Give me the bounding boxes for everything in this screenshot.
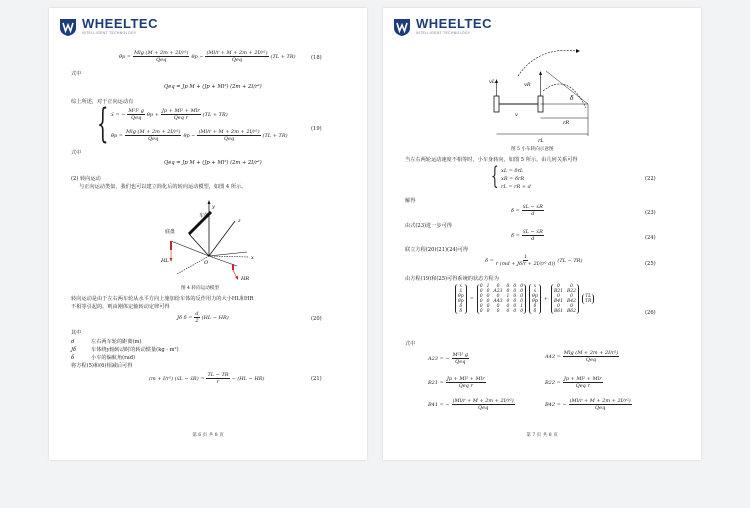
text-qizhong: 其中 [71, 330, 82, 336]
a-matrix-cell: 0 [486, 304, 490, 309]
a-matrix-cell: 0 [479, 284, 483, 289]
equation-number-23: (23) [645, 210, 656, 216]
a-matrix-cell: 0 [506, 284, 510, 289]
b-matrix-cell: B62 [567, 309, 577, 314]
equation-number-19: (19) [311, 126, 322, 132]
text-shizhong-2: 式中 [71, 150, 82, 156]
a-matrix-cell: 0 [520, 309, 524, 314]
page-footer: 第 7 页 共 8 页 [526, 433, 558, 438]
state-cell: ẋ [533, 289, 537, 294]
state-cell: θp [532, 294, 538, 299]
text-paragraph-3: 将方程(5)和(6)相减后可得 [71, 363, 133, 369]
eq22-line-2: xR = δrR [501, 176, 525, 182]
b-matrix-cell: B61 [553, 309, 563, 314]
svg-text:x: x [251, 255, 254, 261]
equation-23: δ̇ = $\frac{\text{ẋL − ẋR}}{d}$ [511, 204, 543, 217]
fig4-label-body: 车体 [199, 213, 210, 219]
equation-number-20: (20) [311, 316, 322, 322]
a-matrix-cell: 0 [496, 294, 500, 299]
a-matrix-cell: 0 [506, 289, 510, 294]
brand-tagline: INTELLIGENT TECHNOLOGY [82, 31, 137, 35]
a-matrix-cell: 0 [479, 304, 483, 309]
state-cell: δ̇ [533, 309, 537, 314]
state-derivative-cell: ẍ [459, 289, 463, 294]
coef-b42: B42 = − $\frac{\text{(Ml/r + M + 2m + 2I/r²)}}{\text{Qeq}}$ [545, 398, 631, 411]
equation-number-25: (25) [645, 261, 656, 267]
equation-number-18: (18) [311, 55, 322, 61]
a-matrix-cell: 0 [513, 289, 517, 294]
state-derivative-cell: δ̇ [459, 304, 463, 309]
equation-number-24: (24) [645, 235, 656, 241]
a-matrix-cell: 0 [520, 299, 524, 304]
figure-5-caption: 图 5 小车转向示意图 [511, 147, 554, 152]
brand-name: WHEELTEC [82, 16, 158, 31]
eq22-brace: { [491, 162, 499, 190]
state-derivative-cell: θ̇p [458, 294, 464, 299]
text-paragraph-3: 联立方程(20)(21)(24)可得 [405, 247, 469, 253]
equation-20: Jδ δ̈ = $\frac{d}{2}$ (HL − HR) [177, 311, 229, 324]
a-matrix-cell: 0 [506, 304, 510, 309]
b-matrix-cell: B21 [553, 289, 563, 294]
coef-b21: B21 = $\frac{\text{Jp + Ml² + Mlr}}{\text{Qeq r}}$ [428, 376, 485, 389]
figure-4-caption: 图 4 转向运动模型 [181, 286, 220, 291]
svg-text:rR: rR [563, 120, 570, 126]
svg-text:HL: HL [161, 258, 169, 264]
input-vector [582, 294, 594, 304]
a-matrix-cell: 0 [513, 299, 517, 304]
a-matrix-cell: 0 [506, 299, 510, 304]
equation-number-22: (22) [645, 176, 656, 182]
coef-b41: B41 = − $\frac{\text{(Ml/r + M + 2m + 2I/r²)}}{\text{Qeq}}$ [428, 398, 514, 411]
text-jiede: 解得 [405, 198, 416, 204]
coef-a23: A23 = − $\frac{\text{M²l² g}}{\text{Qeq}}$ [428, 352, 469, 365]
a-matrix-cell: 0 [513, 304, 517, 309]
a-matrix-cell: 1 [506, 294, 510, 299]
def-symbol-delta: δ [71, 355, 75, 361]
wheeltec-logo [58, 17, 158, 37]
coef-a43: A43 = $\frac{\text{Mlg (M + 2m + 2I/r²)}}{\text{Qeq}}$ [545, 350, 619, 363]
text-steering-intro: 与正向运动类似，我们也可以建立简化后的转向运动模型，如图 4 所示。 [79, 184, 247, 190]
a-matrix-cell: 0 [520, 294, 524, 299]
z-axis [209, 221, 235, 256]
a-matrix-cell: 0 [486, 289, 490, 294]
equation-26: ẋ ẍ θ̇p θ̈p δ̇ δ̈ = 0 1 0 0 0 0 0 0 A23 0 0 0 0 0 0 1 0 0 0 0 A43 0 0 0 0 0 0 0 0 1 0 0 0 0 0 0 x ẋ θp θ̇p δ δ̇ + 0 0 B21 B22 0 0 B41 B42 0 0 B61 B62 TL TR [455, 284, 594, 314]
eq19-brace: { [97, 101, 109, 147]
a-matrix-cell: 0 [496, 309, 500, 314]
a-matrix-cell: A23 [493, 289, 503, 294]
text-shizhong: 式中 [405, 341, 416, 347]
input-cell: TL [585, 294, 592, 299]
input-cell: TR [585, 299, 592, 304]
a-matrix-cell: 0 [486, 294, 490, 299]
text-paragraph-4: 由方程(19)和(25)可得系统的状态方程为 [405, 276, 499, 282]
b-matrix [551, 284, 579, 314]
svg-text:O: O [204, 260, 209, 266]
a-matrix-cell: 0 [506, 309, 510, 314]
text-paragraph-1: 当左右两轮运动速度不相等时，小车身转向，如图 5 所示，由几何关系可得 [405, 157, 578, 163]
svg-text:δ: δ [570, 95, 574, 102]
a-matrix-cell: 0 [496, 304, 500, 309]
svg-text:z: z [238, 218, 241, 224]
def-desc-delta: 小车的偏航角(rad) [91, 355, 136, 361]
a-matrix-cell: 0 [479, 309, 483, 314]
document-page-6 [49, 8, 367, 460]
a-matrix-cell: 0 [520, 289, 524, 294]
section-heading-steering: (2) 转向运动 [71, 176, 101, 182]
a-matrix-cell: A43 [493, 299, 503, 304]
brand-tagline: INTELLIGENT TECHNOLOGY [416, 31, 471, 35]
a-matrix-cell: 0 [513, 284, 517, 289]
a-matrix-cell: 0 [520, 284, 524, 289]
b-matrix-cell: 0 [557, 294, 560, 299]
a-matrix-cell: 0 [479, 289, 483, 294]
state-cell: θ̇p [532, 299, 538, 304]
wheeltec-shield-icon [58, 17, 78, 37]
page-footer: 第 6 页 共 8 页 [192, 433, 224, 438]
a-matrix [477, 284, 526, 314]
a-matrix-cell: 0 [496, 284, 500, 289]
a-matrix-cell: 0 [479, 294, 483, 299]
brand-name: WHEELTEC [416, 16, 492, 31]
qeq-definition: Qeq = Jp M + (Jp + Ml²) (2m + 2I/r²) [164, 84, 262, 90]
b-matrix-cell: B42 [567, 299, 577, 304]
figure-5-steering-diagram [488, 46, 598, 144]
equation-19b: θ̈p = $\frac{\text{Mlg (M + 2m + 2I/r²)}}{\text{Qeq}}$ θp − $\frac{\text{(Ml/r + M + 2m + 2I/r²)}}{\text{Qeq}}$ (TL + TR) [111, 129, 288, 142]
state-derivative-cell: θ̈p [458, 299, 464, 304]
b-matrix-cell: 0 [557, 284, 560, 289]
state-derivative-cell: δ̈ [459, 309, 463, 314]
state-vector [529, 284, 541, 314]
b-matrix-cell: 0 [570, 284, 573, 289]
a-matrix-cell: 0 [486, 309, 490, 314]
def-desc-j: 车体绕y轴转动时的转动惯量(kg · m²) [91, 347, 179, 353]
equation-18: θ̈p = $\frac{\text{Mlg (M + 2m + 2I/r²)}}{\text{Qeq}}$ θp − $\frac{\text{(Ml/r + M + 2m + 2I/r²)}}{\text{Qeq}}$ (TL + TR) [119, 50, 296, 63]
svg-text:y: y [212, 204, 215, 210]
a-matrix-cell: 1 [520, 304, 524, 309]
equation-19a: ẍ = − $\frac{\text{M²l² g}}{\text{Qeq}}$ θp + $\frac{\text{Jp + Ml² + Mlr}}{\text{Qeq r}}$ (TL + TR) [111, 108, 228, 121]
a-matrix-cell: 1 [486, 284, 490, 289]
equation-24: δ̈ = $\frac{\text{ẍL − ẍR}}{d}$ [511, 229, 543, 242]
state-derivative-cell: ẋ [459, 284, 463, 289]
wheeltec-logo [392, 17, 492, 37]
eq22-line-1: xL = δrL [501, 168, 524, 174]
document-page-7 [383, 8, 701, 460]
svg-text:rL: rL [538, 138, 544, 144]
svg-text:vL: vL [489, 79, 496, 85]
svg-text:HR: HR [241, 276, 250, 282]
equation-number-21: (21) [311, 376, 322, 382]
state-cell: δ [533, 304, 537, 309]
equation-25: δ̈ = $\frac{1}{\text{r (md + Jδ/r + 2I/(r² d))}}$ (TL − TR) [485, 254, 583, 267]
b-matrix-cell: 0 [570, 294, 573, 299]
equation-21: (m + I/r²) (ẍL − ẍR) = $\frac{TL - TR}{r}$ − (HL − HR) [149, 372, 265, 385]
state-derivative-vector [455, 284, 467, 314]
eq22-line-3: rL = rR + d [501, 184, 531, 190]
figure-4-steering-model [149, 194, 279, 284]
qeq-definition-2: Qeq = Jp M + (Jp + Ml²) (2m + 2I/r²) [164, 160, 262, 166]
state-cell: x [533, 284, 537, 289]
svg-text:vR: vR [524, 82, 531, 88]
text-shizhong: 式中 [71, 71, 82, 77]
def-symbol-j: Jδ [71, 347, 77, 353]
text-paragraph-2: 不相等引起的，则由刚体定轴转动定律可得 [71, 304, 170, 310]
a-matrix-cell: 0 [486, 299, 490, 304]
equation-number-26: (26) [645, 310, 656, 316]
def-desc-d: 左右两车轮的距离(m) [91, 339, 142, 345]
wheeltec-shield-icon [392, 17, 412, 37]
text-summary: 综上所述，对于正向运动有 [71, 99, 134, 105]
text-paragraph-1: 转向运动是由于左右两车轮从水平方向上施加给车体的反作用力的大小HL和HR [71, 296, 254, 302]
coef-b22: B22 = $\frac{\text{Jp + Ml² + Mlr}}{\text{Qeq r}}$ [545, 376, 602, 389]
fig4-label-plate: 底盘 [165, 229, 176, 235]
b-matrix-cell: 0 [557, 304, 560, 309]
a-matrix-cell: 0 [513, 309, 517, 314]
svg-text:v: v [515, 112, 518, 118]
a-matrix-cell: 0 [479, 299, 483, 304]
a-matrix-cell: 0 [513, 294, 517, 299]
b-matrix-cell: 0 [570, 304, 573, 309]
b-matrix-cell: B22 [567, 289, 577, 294]
text-paragraph-2: 由式(23)进一步可得 [405, 223, 452, 229]
def-symbol-d: d [71, 339, 75, 345]
b-matrix-cell: B41 [553, 299, 563, 304]
